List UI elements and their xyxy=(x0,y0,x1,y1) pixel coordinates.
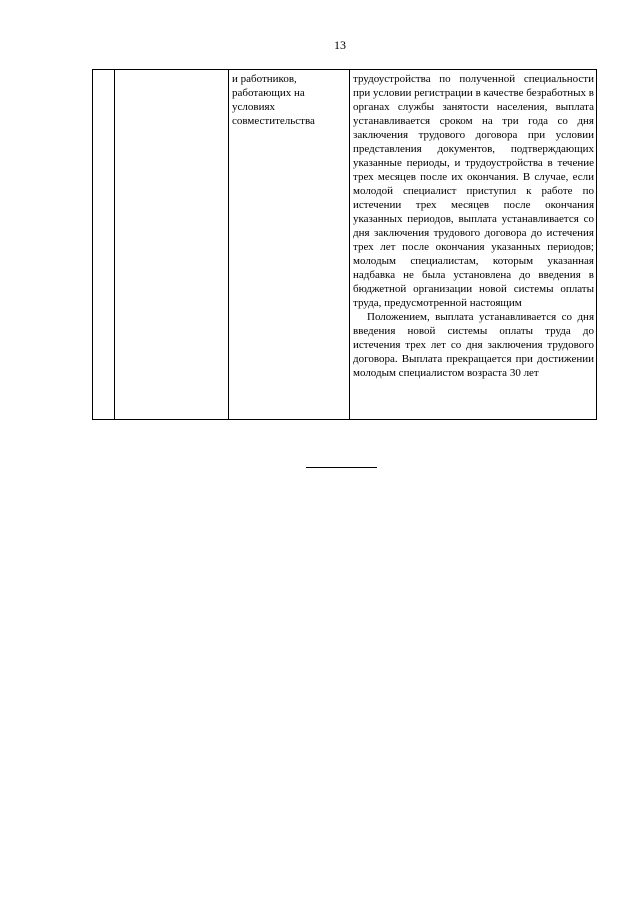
table-cell-col1 xyxy=(93,70,115,420)
end-of-document-rule xyxy=(306,467,377,468)
continuation-table xyxy=(92,69,597,420)
table-cell-category: и работников, работающих на условиях совместительства xyxy=(229,70,350,420)
conditions-paragraph-2: Положением, выплата устанавливается со дня введения новой системы оплаты труда до истечения трех лет со дня заключения трудового договора. Выплата прекращается при достижении молодым специалистом возраста 30 лет xyxy=(353,311,594,379)
table-cell-col2 xyxy=(115,70,229,420)
table-cell-conditions xyxy=(350,70,597,420)
page-number: 13 xyxy=(334,38,346,52)
table-row xyxy=(93,70,597,420)
conditions-paragraph-1: трудоустройства по полученной специальности при условии регистрации в качестве безработных в органах службы занятости населения, выплата устанавливается сроком на три года со дня заключения трудового договора при условии представления документов, подтверждающих указанные периоды, и трудоустройства в течение трех месяцев после их окончания. В случае, если молодой специалист приступил к работе по истечении трех месяцев после окончания указанных периодов, выплата устанавливается со дня заключения трудового договора до истечения трех лет после окончания указанных периодов; молодым специалистам, которым указанная надбавка не была установлена до введения в бюджетной организации новой системы оплаты труда, предусмотренной настоящим xyxy=(353,73,594,309)
